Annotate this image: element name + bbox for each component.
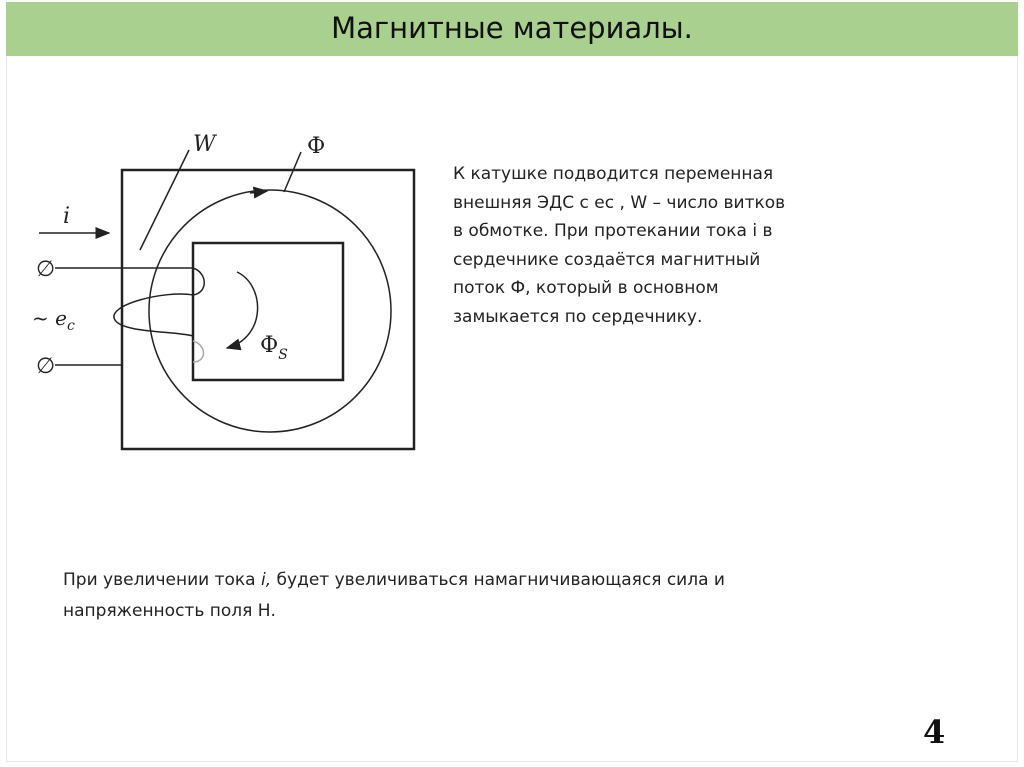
text-line: напряженность поля Н. — [63, 601, 276, 621]
terminal-bottom: ∅ — [36, 354, 56, 379]
coil-loop-top — [193, 268, 204, 295]
inner-window — [193, 243, 343, 380]
flux-label: Ф — [307, 134, 326, 159]
text-line: внешняя ЭДС с ес , W – число витков — [453, 192, 786, 213]
description-paragraph — [453, 160, 883, 331]
flux-leader-line — [284, 152, 301, 192]
leakage-flux-label: $Ф_S$ — [260, 333, 288, 363]
text-line: К катушке подводится переменная — [453, 164, 774, 184]
w-label: W — [193, 132, 216, 157]
text-line: поток Ф, который в основном — [453, 278, 719, 298]
text-line: в обмотке. При протекании тока i в — [453, 221, 773, 241]
coil-winding — [114, 294, 193, 336]
leakage-flux-arc — [227, 272, 258, 348]
page-number: 4 — [923, 713, 946, 751]
emf-label: ~ $e_c$ — [32, 306, 75, 334]
terminal-top: ∅ — [36, 257, 56, 282]
text-line: замыкается по сердечнику. — [453, 306, 703, 327]
outer-core — [122, 170, 414, 449]
magnetic-core-diagram — [25, 115, 425, 460]
current-label: i — [63, 204, 71, 229]
text-line: сердечнике создаётся магнитный — [453, 249, 761, 270]
w-leader-line — [140, 150, 189, 250]
title-bar — [6, 2, 1018, 56]
conclusion-paragraph — [63, 565, 943, 627]
flux-circle — [149, 190, 391, 432]
slide-title: Магнитные материалы. — [331, 11, 693, 45]
coil-loop-bottom — [193, 341, 204, 362]
text-line: При увеличении тока i, будет увеличиваться намагничивающаяся сила и — [63, 570, 725, 590]
